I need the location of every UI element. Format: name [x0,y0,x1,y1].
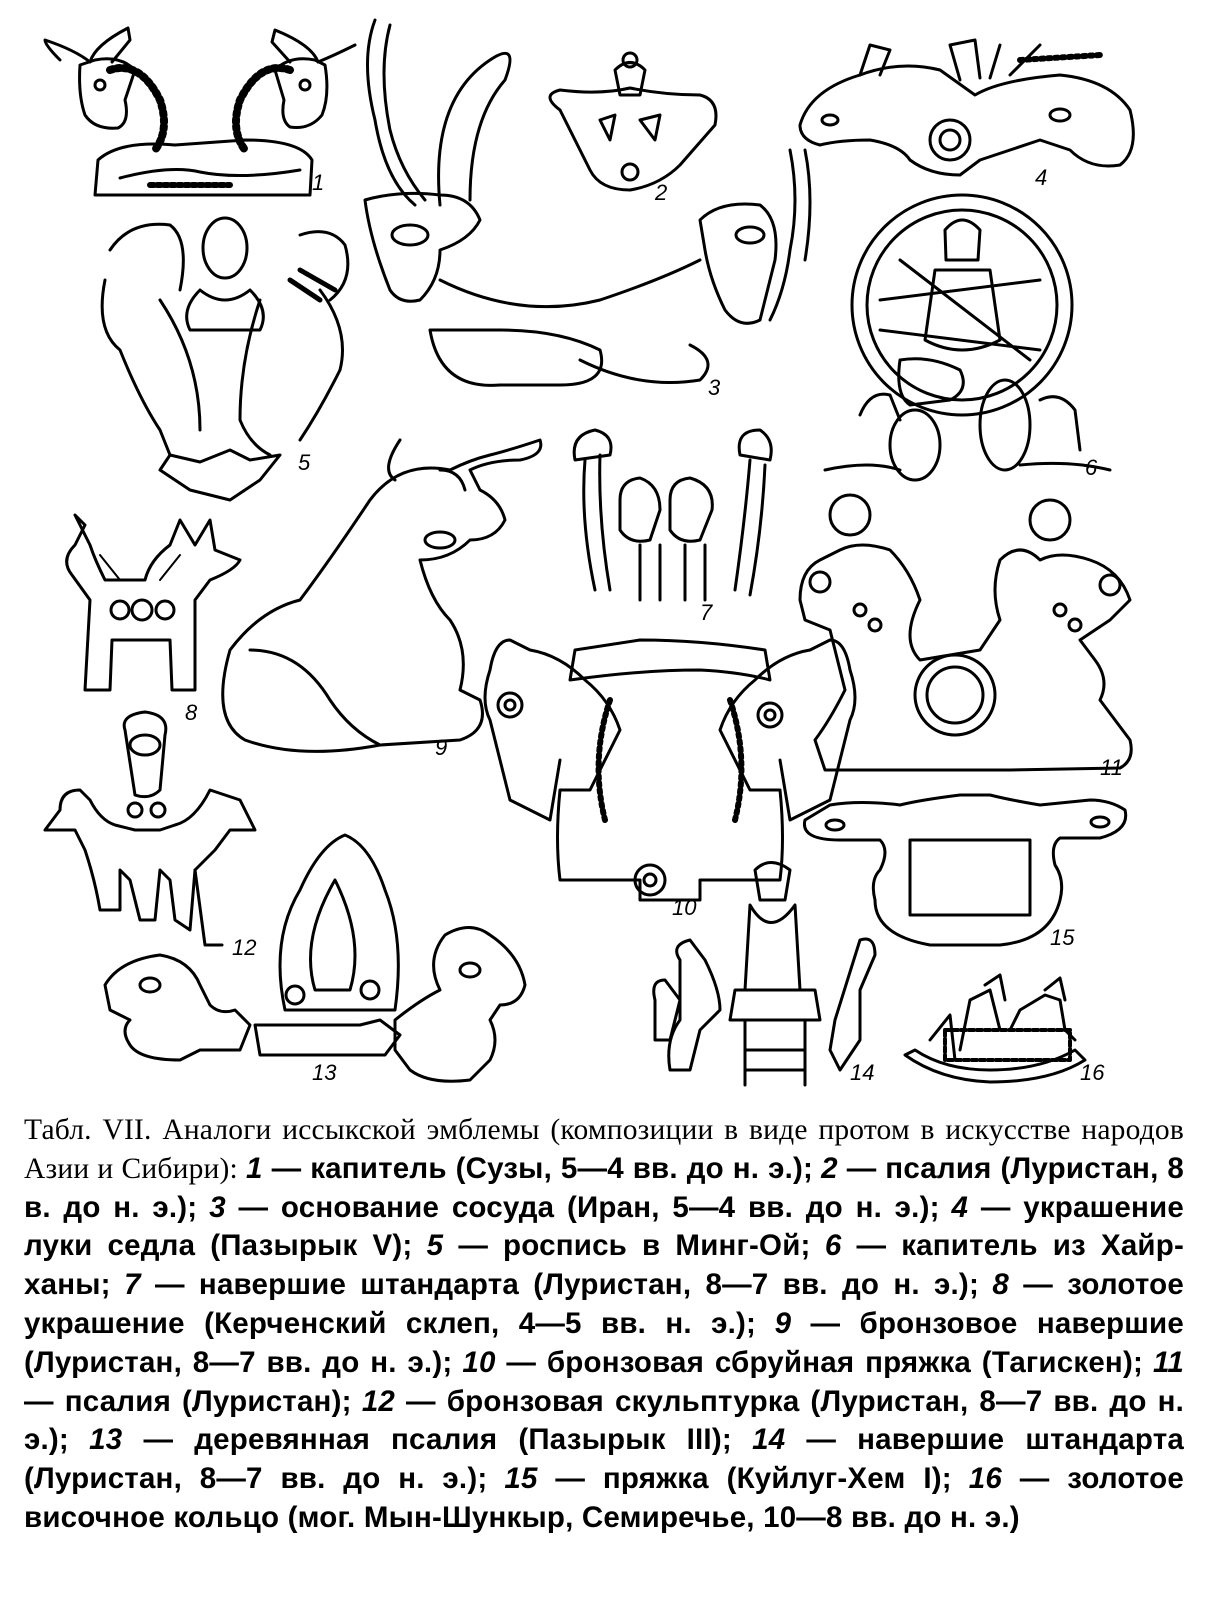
figure-number: 12 [232,935,257,960]
figure-number: 4 [1035,165,1048,190]
figure-5-painting [102,218,348,500]
figure-12-bronze-statuette [45,712,256,960]
figure-number: 1 [312,170,325,195]
item-number: 8 [992,1268,1010,1302]
caption-item [504,1462,951,1495]
caption [24,1112,1184,1538]
figure-9-bronze-finial [223,440,541,760]
item-number: 16 [968,1462,1002,1496]
item-number: 13 [89,1423,123,1457]
figure-number: 15 [1050,925,1075,950]
item-number: 11 [1152,1345,1184,1379]
item-number: 14 [752,1423,786,1457]
item-text: — деревянная псалия (Пазырык III); [143,1423,732,1457]
figure-number: 10 [672,895,697,920]
item-text: — бронзовая сбруйная пряжка (Тагискен); [506,1345,1143,1379]
item-text: — капитель (Сузы, 5—4 вв. до н. э.); [271,1151,814,1185]
caption-item [209,1191,939,1224]
item-number: 5 [426,1229,444,1263]
figure-number: 3 [708,375,721,400]
item-number: 9 [774,1306,792,1340]
item-number: 15 [504,1462,538,1496]
figure-1-capital [45,28,355,195]
figure-10-harness-buckle [485,640,855,920]
figure-2-psalion [550,53,716,205]
item-text: — основание сосуда (Иран, 5—4 вв. до н. э.); [238,1190,940,1224]
caption-item [462,1346,1143,1379]
item-text: — золотое височное кольцо (мог. Мын-Шункыр, Семиречье, 10—8 вв. до н. э.) [24,1462,1184,1534]
item-text: — пряжка (Куйлуг-Хем I); [555,1462,952,1496]
figure-number: 13 [312,1060,337,1085]
item-number: 6 [824,1229,842,1263]
figure-number: 5 [298,450,311,475]
item-text: — золотое украшение (Керченский склеп, 4—5 вв. н. э.); [24,1268,1184,1340]
figure-3-vessel-base [365,20,810,400]
figure-number: 2 [655,180,668,205]
figure-15-buckle [804,795,1125,950]
item-text: — навершие штандарта (Луристан, 8—7 вв. до н. э.); [154,1268,979,1302]
item-number: 10 [462,1345,496,1379]
figure-4-saddle-ornament [800,40,1133,190]
caption-lead: Табл. VII. Аналоги иссыкской эмблемы (композиции в виде протом в искусстве народов Азии и Сибири): [24,1114,1184,1185]
item-text: — украшение луки седла (Пазырык V); [24,1190,1184,1263]
item-text: — бронзовая скульптурка (Луристан, 8—7 вв. до н. э.); [24,1384,1184,1457]
item-text: — капитель из Хайр-ханы; [24,1229,1185,1302]
figure-number: 14 [850,1060,875,1085]
item-number: 3 [209,1190,226,1224]
caption-item [89,1423,732,1456]
item-number: 12 [361,1384,396,1418]
item-number: 4 [951,1190,969,1224]
figure-number: 7 [700,600,713,625]
figure-number: 9 [435,735,448,760]
caption-item [124,1268,979,1301]
figure-13-wooden-psalion [105,835,525,1085]
figure-number: 16 [1080,1060,1105,1085]
figure-6-capital [825,195,1110,480]
item-number: 7 [124,1268,141,1302]
item-text: — навершие штандарта (Луристан, 8—7 вв. до н. э.); [24,1423,1184,1496]
figure-8-gold-ornament [67,515,240,725]
figure-number: 11 [1100,755,1123,780]
item-text: — бронзовое навершие (Луристан, 8—7 вв. до н. э.); [24,1306,1184,1379]
item-text: — роспись в Минг-Ой; [458,1229,811,1263]
caption-item [246,1152,813,1185]
caption-item [427,1229,811,1262]
item-number: 1 [246,1151,263,1185]
figure-7-standard-finial [574,430,771,625]
figure-16-temple-ring [905,975,1105,1085]
figure-11-psalion [800,495,1131,780]
figure-number: 8 [185,700,198,725]
item-number: 2 [821,1151,838,1185]
figure-number: 6 [1085,455,1098,480]
item-text: — псалия (Луристан); [24,1384,352,1418]
item-text: — псалия (Луристан, 8 в. до н. э.); [24,1151,1185,1224]
